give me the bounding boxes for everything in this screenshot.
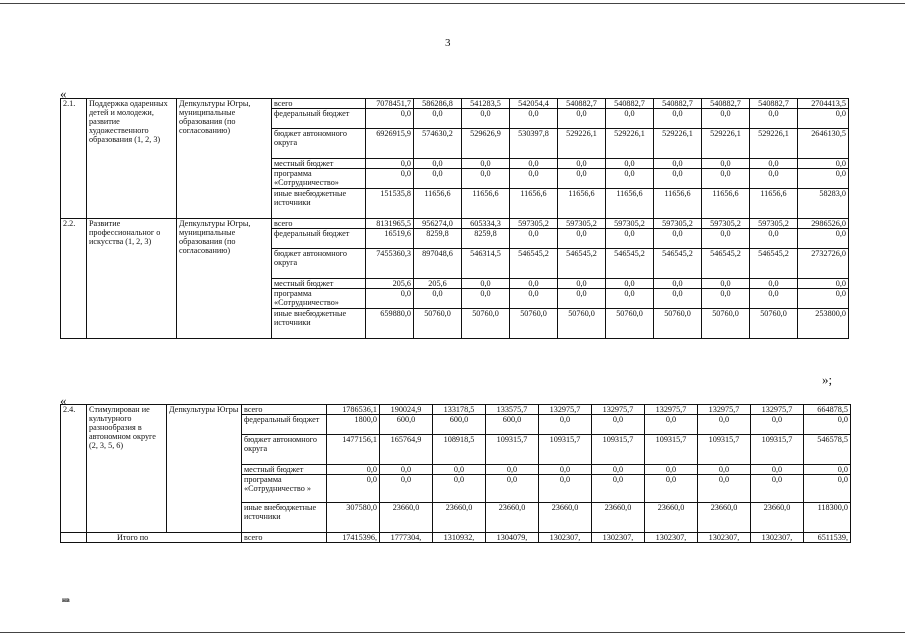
value-cell: 546545,2	[510, 249, 558, 279]
value-cell: 0,0	[698, 475, 751, 503]
value-cell: 11656,6	[462, 189, 510, 219]
value-cell: 0,0	[366, 159, 414, 169]
item-name: Стимулирован ие культурного разнообразия в автономном округе (2, 3, 5, 6)	[87, 405, 167, 533]
value-cell: 0,0	[645, 465, 698, 475]
value-cell: 1302307,	[645, 533, 698, 543]
value-cell: 23660,0	[751, 503, 804, 533]
value-cell: 0,0	[798, 279, 849, 289]
value-cell: 574630,2	[414, 129, 462, 159]
funding-source-label: бюджет автономного округа	[272, 129, 366, 159]
value-cell: 0,0	[558, 159, 606, 169]
value-cell: 23660,0	[698, 503, 751, 533]
value-cell: 0,0	[804, 465, 851, 475]
value-cell: 50760,0	[606, 309, 654, 339]
value-cell: 0,0	[606, 289, 654, 309]
value-cell: 108918,5	[433, 435, 486, 465]
value-cell: 0,0	[798, 169, 849, 189]
value-cell: 529226,1	[750, 129, 798, 159]
value-cell: 597305,2	[750, 219, 798, 229]
page-number: 3	[445, 37, 451, 49]
value-cell: 0,0	[750, 229, 798, 249]
value-cell: 529226,1	[702, 129, 750, 159]
value-cell: 133575,7	[486, 405, 539, 415]
value-cell: 597305,2	[606, 219, 654, 229]
value-cell: 0,0	[751, 415, 804, 435]
value-cell: 132975,7	[751, 405, 804, 415]
item-name: Развитие профессиональног о искусства (1, 2, 3)	[87, 219, 177, 339]
value-cell: 0,0	[592, 415, 645, 435]
value-cell: 133178,5	[433, 405, 486, 415]
value-cell: 0,0	[654, 279, 702, 289]
value-cell: 0,0	[414, 289, 462, 309]
value-cell: 540882,7	[654, 99, 702, 109]
item-executor: Депкультуры Югры, муниципальные образования (по согласованию)	[177, 99, 272, 219]
value-cell: 0,0	[433, 465, 486, 475]
value-cell: 17415396,	[327, 533, 380, 543]
value-cell: 23660,0	[645, 503, 698, 533]
value-cell: 109315,7	[592, 435, 645, 465]
funding-source-label: федеральный бюджет	[272, 229, 366, 249]
value-cell: 540882,7	[750, 99, 798, 109]
value-cell: 11656,6	[750, 189, 798, 219]
value-cell: 11656,6	[414, 189, 462, 219]
value-cell: 50760,0	[510, 309, 558, 339]
item-executor: Депкультуры Югры	[167, 405, 242, 533]
value-cell: 546545,2	[702, 249, 750, 279]
item-number: 2.2.	[61, 219, 87, 339]
value-cell: 0,0	[606, 229, 654, 249]
value-cell: 118300,0	[804, 503, 851, 533]
value-cell: 0,0	[327, 465, 380, 475]
value-cell: 0,0	[558, 279, 606, 289]
value-cell: 205,6	[366, 279, 414, 289]
value-cell: 529226,1	[558, 129, 606, 159]
budget-table-1	[60, 98, 849, 339]
value-cell: 0,0	[486, 465, 539, 475]
value-cell: 0,0	[654, 169, 702, 189]
value-cell: 0,0	[327, 475, 380, 503]
value-cell: 0,0	[486, 475, 539, 503]
total-row	[61, 533, 851, 543]
value-cell: 132975,7	[645, 405, 698, 415]
value-cell: 0,0	[654, 229, 702, 249]
value-cell: 11656,6	[654, 189, 702, 219]
value-cell: 0,0	[606, 109, 654, 129]
value-cell: 0,0	[433, 475, 486, 503]
value-cell: 0,0	[750, 169, 798, 189]
value-cell: 0,0	[606, 169, 654, 189]
value-cell: 0,0	[645, 415, 698, 435]
value-cell: 2646130,5	[798, 129, 849, 159]
value-cell: 0,0	[558, 229, 606, 249]
value-cell: 109315,7	[698, 435, 751, 465]
funding-source-label: иные внебюджетные источники	[242, 503, 327, 533]
value-cell: 600,0	[486, 415, 539, 435]
value-cell: 1477156,1	[327, 435, 380, 465]
value-cell: 600,0	[380, 415, 433, 435]
value-cell: 0,0	[698, 465, 751, 475]
value-cell: 0,0	[798, 229, 849, 249]
value-cell: 0,0	[380, 475, 433, 503]
value-cell: 0,0	[804, 475, 851, 503]
value-cell: 307580,0	[327, 503, 380, 533]
value-cell: 586286,8	[414, 99, 462, 109]
value-cell: 165764,9	[380, 435, 433, 465]
value-cell: 109315,7	[751, 435, 804, 465]
value-cell: 50760,0	[414, 309, 462, 339]
value-cell: 529226,1	[606, 129, 654, 159]
value-cell: 7455360,3	[366, 249, 414, 279]
funding-source-label: бюджет автономного округа	[272, 249, 366, 279]
value-cell: 151535,8	[366, 189, 414, 219]
value-cell: 546314,5	[462, 249, 510, 279]
funding-source-label: программа «Сотрудничество »	[242, 475, 327, 503]
value-cell: 542054,4	[510, 99, 558, 109]
value-cell: 529626,9	[462, 129, 510, 159]
value-cell: 132975,7	[698, 405, 751, 415]
value-cell: 0,0	[798, 289, 849, 309]
value-cell: 0,0	[462, 159, 510, 169]
value-cell: 11656,6	[558, 189, 606, 219]
value-cell: 0,0	[510, 109, 558, 129]
value-cell: 7078451,7	[366, 99, 414, 109]
item-executor: Депкультуры Югры, муниципальные образования (по согласованию)	[177, 219, 272, 339]
value-cell: 0,0	[654, 109, 702, 129]
value-cell: 11656,6	[510, 189, 558, 219]
funding-source-label: иные внебюджетные источники	[272, 189, 366, 219]
funding-source-label: всего	[272, 99, 366, 109]
value-cell: 50760,0	[558, 309, 606, 339]
value-cell: 540882,7	[558, 99, 606, 109]
value-cell: 1777304,	[380, 533, 433, 543]
value-cell: 0,0	[539, 415, 592, 435]
table-row	[61, 219, 849, 229]
value-cell: 0,0	[366, 169, 414, 189]
value-cell: 16519,6	[366, 229, 414, 249]
value-cell: 546545,2	[750, 249, 798, 279]
value-cell: 190024,9	[380, 405, 433, 415]
value-cell: 664878,5	[804, 405, 851, 415]
value-cell: 530397,8	[510, 129, 558, 159]
value-cell: 0,0	[702, 279, 750, 289]
value-cell: 540882,7	[702, 99, 750, 109]
value-cell: 0,0	[702, 159, 750, 169]
value-cell: 0,0	[510, 229, 558, 249]
value-cell: 0,0	[414, 169, 462, 189]
item-number: 2.1.	[61, 99, 87, 219]
value-cell: 8259,8	[462, 229, 510, 249]
value-cell: 1304079,	[486, 533, 539, 543]
value-cell: 0,0	[751, 475, 804, 503]
value-cell: 600,0	[433, 415, 486, 435]
value-cell: 0,0	[804, 415, 851, 435]
value-cell: 8259,8	[414, 229, 462, 249]
funding-source-label: всего	[272, 219, 366, 229]
value-cell: 1786536,1	[327, 405, 380, 415]
table-row	[61, 99, 849, 109]
value-cell: 597305,2	[510, 219, 558, 229]
value-cell: 541283,5	[462, 99, 510, 109]
value-cell: 2704413,5	[798, 99, 849, 109]
value-cell: 897048,6	[414, 249, 462, 279]
value-cell: 23660,0	[592, 503, 645, 533]
funding-source-label: всего	[242, 533, 327, 543]
open-quote-mark: «	[60, 86, 67, 101]
value-cell: 0,0	[606, 279, 654, 289]
budget-table-1-body	[61, 99, 849, 339]
value-cell: 0,0	[510, 159, 558, 169]
value-cell: 0,0	[750, 279, 798, 289]
funding-source-label: программа «Сотрудничество»	[272, 169, 366, 189]
total-row-label: Итого по	[87, 533, 242, 543]
value-cell: 50760,0	[654, 309, 702, 339]
funding-source-label: местный бюджет	[272, 279, 366, 289]
value-cell: 0,0	[462, 289, 510, 309]
value-cell: 0,0	[750, 109, 798, 129]
value-cell: 0,0	[380, 465, 433, 475]
value-cell: 23660,0	[433, 503, 486, 533]
table-row	[61, 405, 851, 415]
value-cell: 540882,7	[606, 99, 654, 109]
value-cell: 0,0	[414, 109, 462, 129]
value-cell: 11656,6	[606, 189, 654, 219]
funding-source-label: местный бюджет	[242, 465, 327, 475]
value-cell: 0,0	[798, 109, 849, 129]
footer-code: нв	[62, 596, 70, 604]
value-cell: 8131965,5	[366, 219, 414, 229]
close-quote-mark: »;	[822, 372, 833, 387]
value-cell: 605334,3	[462, 219, 510, 229]
value-cell: 0,0	[592, 465, 645, 475]
value-cell: 1302307,	[751, 533, 804, 543]
value-cell: 58283,0	[798, 189, 849, 219]
value-cell: 597305,2	[654, 219, 702, 229]
value-cell: 0,0	[702, 289, 750, 309]
value-cell: 546545,2	[606, 249, 654, 279]
value-cell: 2986526,0	[798, 219, 849, 229]
value-cell: 0,0	[539, 465, 592, 475]
value-cell: 0,0	[750, 159, 798, 169]
value-cell: 0,0	[698, 415, 751, 435]
value-cell: 50760,0	[750, 309, 798, 339]
value-cell: 0,0	[798, 159, 849, 169]
value-cell: 2732726,0	[798, 249, 849, 279]
funding-source-label: федеральный бюджет	[242, 415, 327, 435]
value-cell: 0,0	[366, 289, 414, 309]
value-cell: 0,0	[510, 279, 558, 289]
value-cell: 0,0	[750, 289, 798, 309]
value-cell: 132975,7	[592, 405, 645, 415]
budget-table-2	[60, 404, 851, 543]
value-cell: 0,0	[606, 159, 654, 169]
value-cell: 1310932,	[433, 533, 486, 543]
value-cell: 0,0	[462, 279, 510, 289]
value-cell: 546545,2	[558, 249, 606, 279]
value-cell: 11656,6	[702, 189, 750, 219]
item-name: Поддержка одаренных детей и молодежи, развитие художественного образования (1, 2, 3)	[87, 99, 177, 219]
value-cell: 0,0	[751, 465, 804, 475]
value-cell: 50760,0	[702, 309, 750, 339]
value-cell: 50760,0	[462, 309, 510, 339]
value-cell: 0,0	[462, 109, 510, 129]
value-cell: 659880,0	[366, 309, 414, 339]
value-cell: 546545,2	[654, 249, 702, 279]
value-cell: 597305,2	[558, 219, 606, 229]
value-cell: 597305,2	[702, 219, 750, 229]
value-cell: 0,0	[510, 169, 558, 189]
value-cell: 132975,7	[539, 405, 592, 415]
funding-source-label: местный бюджет	[272, 159, 366, 169]
value-cell: 23660,0	[486, 503, 539, 533]
value-cell: 956274,0	[414, 219, 462, 229]
value-cell: 109315,7	[486, 435, 539, 465]
value-cell: 0,0	[592, 475, 645, 503]
funding-source-label: федеральный бюджет	[272, 109, 366, 129]
item-number: 2.4.	[61, 405, 87, 533]
open-quote-mark-2: «	[60, 393, 67, 408]
total-row-num	[61, 533, 87, 543]
value-cell: 0,0	[414, 159, 462, 169]
value-cell: 546578,5	[804, 435, 851, 465]
funding-source-label: всего	[242, 405, 327, 415]
value-cell: 109315,7	[645, 435, 698, 465]
value-cell: 253800,0	[798, 309, 849, 339]
value-cell: 1302307,	[539, 533, 592, 543]
funding-source-label: бюджет автономного округа	[242, 435, 327, 465]
value-cell: 6511539,	[804, 533, 851, 543]
scan-edge-bottom	[0, 632, 905, 633]
value-cell: 0,0	[558, 169, 606, 189]
value-cell: 0,0	[462, 169, 510, 189]
budget-table-2-body	[61, 405, 851, 543]
value-cell: 0,0	[645, 475, 698, 503]
value-cell: 0,0	[558, 109, 606, 129]
value-cell: 6926915,9	[366, 129, 414, 159]
value-cell: 0,0	[702, 229, 750, 249]
value-cell: 0,0	[558, 289, 606, 309]
value-cell: 0,0	[702, 169, 750, 189]
value-cell: 0,0	[366, 109, 414, 129]
scan-edge-top	[0, 3, 905, 4]
funding-source-label: иные внебюджетные источники	[272, 309, 366, 339]
value-cell: 0,0	[654, 159, 702, 169]
value-cell: 1302307,	[698, 533, 751, 543]
value-cell: 0,0	[654, 289, 702, 309]
value-cell: 23660,0	[380, 503, 433, 533]
value-cell: 109315,7	[539, 435, 592, 465]
value-cell: 23660,0	[539, 503, 592, 533]
value-cell: 0,0	[539, 475, 592, 503]
value-cell: 1800,0	[327, 415, 380, 435]
funding-source-label: программа «Сотрудничество»	[272, 289, 366, 309]
value-cell: 0,0	[510, 289, 558, 309]
value-cell: 0,0	[702, 109, 750, 129]
value-cell: 205,6	[414, 279, 462, 289]
value-cell: 1302307,	[592, 533, 645, 543]
value-cell: 529226,1	[654, 129, 702, 159]
